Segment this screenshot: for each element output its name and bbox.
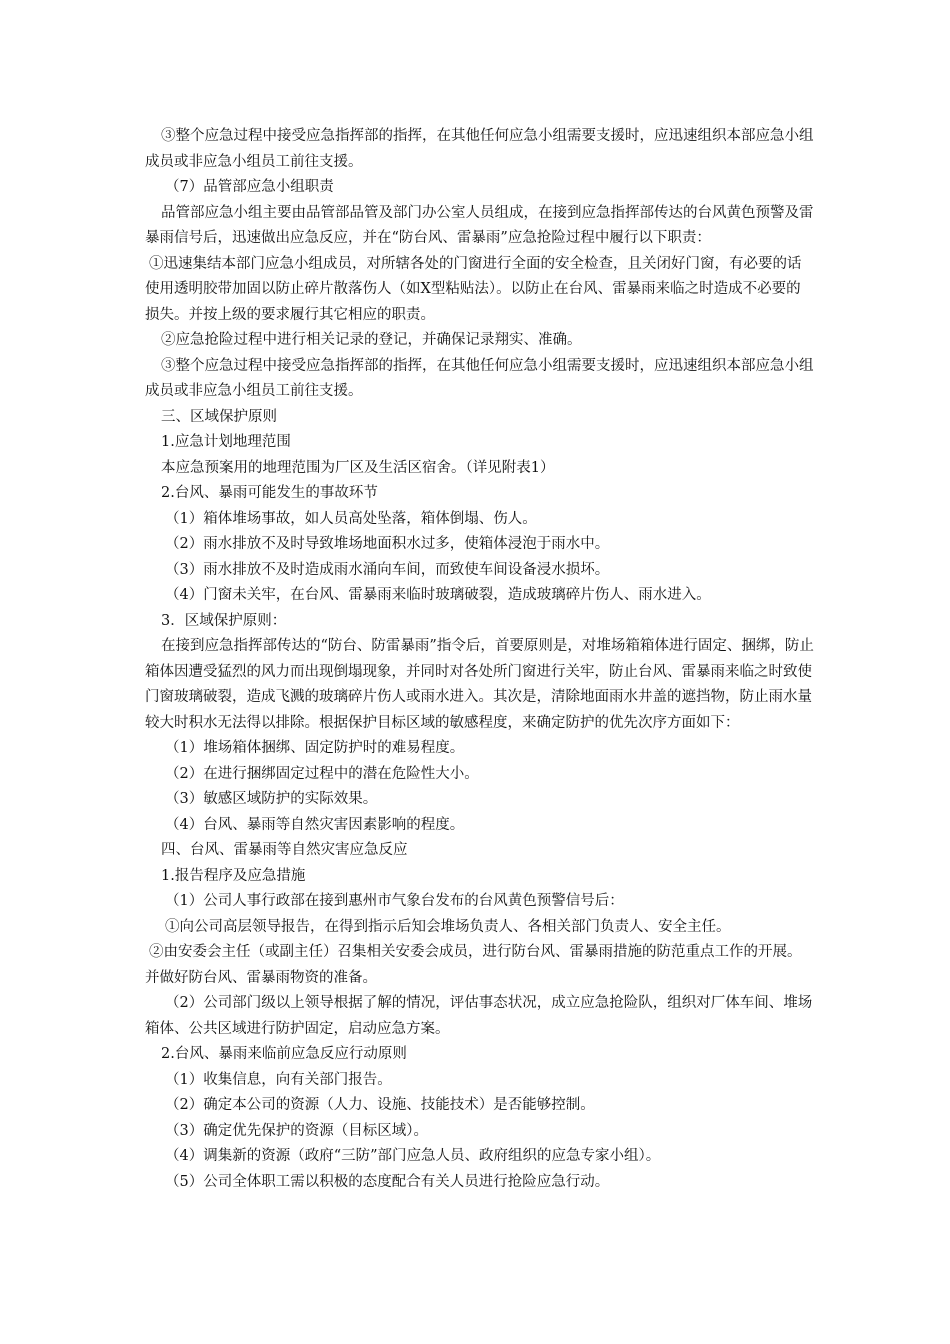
- subsection-heading: 2.台风、暴雨可能发生的事故环节: [161, 485, 378, 501]
- subsection-heading: 1.报告程序及应急措施: [161, 867, 306, 884]
- list-item: （4）门窗未关牢，在台风、雷暴雨来临时玻璃破裂，造成玻璃碎片伤人、雨水进入。: [165, 587, 711, 603]
- subsection-heading: 1.应急计划地理范围: [161, 434, 291, 450]
- paragraph: ③整个应急过程中接受应急指挥部的指挥，在其他任何应急小组需要支援时，应迅速组织本部应急小组成员或非应急小组员工前往支援。: [145, 357, 814, 399]
- list-item: （3）敏感区域防护的实际效果。: [165, 791, 378, 807]
- paragraph: 在接到应急指挥部传达的“防台、防雷暴雨”指令后，首要原则是，对堆场箱箱体进行固定、捆绑，防止箱体因遭受猛烈的风力而出现倒塌现象，并同时对各处所门窗进行关牢，防止台风、雷暴雨来临之时致使门窗玻璃破裂，造成飞溅的玻璃碎片伤人或雨水进入。其次是，清除地面雨水井盖的遮挡物，防止雨水量较大时积水无法得以排除。根据保护目标区域的敏感程度，来确定防护的优先次序方面如下：: [145, 638, 814, 731]
- document-body: [145, 124, 815, 1195]
- list-item: ①向公司高层领导报告，在得到指示后知会堆场负责人、各相关部门负责人、安全主任。: [165, 918, 731, 935]
- list-item: （3）确定优先保护的资源（目标区域）。: [165, 1122, 428, 1139]
- list-item: （2）公司部门级以上领导根据了解的情况，评估事态状况，成立应急抢险队，组织对厂体车间、堆场箱体、公共区域进行防护固定，启动应急方案。: [145, 995, 813, 1037]
- section-heading: 三、区域保护原则: [161, 408, 277, 425]
- paragraph: 品管部应急小组主要由品管部品管及部门办公室人员组成，在接到应急指挥部传达的台风黄色预警及雷暴雨信号后，迅速做出应急反应，并在“防台风、雷暴雨”应急抢险过程中履行以下职责：: [145, 204, 814, 246]
- paragraph: ①迅速集结本部门应急小组成员，对所辖各处的门窗进行全面的安全检查，且关闭好门窗，有必要的话使用透明胶带加固以防止碎片散落伤人（如X型粘贴法）。以防止在台风、雷暴雨来临之时造成不必要的损失。并按上级的要求履行其它相应的职责。: [145, 255, 802, 323]
- list-item: （3）雨水排放不及时造成雨水涌向车间，而致使车间设备浸水损坏。: [165, 561, 610, 578]
- list-item: （1）收集信息，向有关部门报告。: [165, 1071, 392, 1088]
- list-item: （2）雨水排放不及时导致堆场地面积水过多，使箱体浸泡于雨水中。: [165, 536, 610, 552]
- list-item: （2）在进行捆绑固定过程中的潜在危险性大小。: [165, 765, 479, 782]
- subsection-heading: 3．区域保护原则：: [161, 612, 287, 629]
- list-item: （4）调集新的资源（政府“三防”部门应急人员、政府组织的应急专家小组）。: [165, 1148, 661, 1164]
- paragraph: ②应急抢险过程中进行相关记录的登记，并确保记录翔实、准确。: [161, 332, 582, 348]
- list-item: （2）确定本公司的资源（人力、设施、技能技术）是否能够控制。: [165, 1097, 595, 1113]
- list-item: （1）堆场箱体捆绑、固定防护时的难易程度。: [165, 740, 465, 756]
- section-heading: 四、台风、雷暴雨等自然灾害应急反应: [161, 842, 408, 858]
- list-item: （5）公司全体职工需以积极的态度配合有关人员进行抢险应急行动。: [165, 1173, 610, 1190]
- paragraph: 本应急预案用的地理范围为厂区及生活区宿舍。（详见附表1）: [161, 459, 555, 476]
- paragraph: ③整个应急过程中接受应急指挥部的指挥，在其他任何应急小组需要支援时，应迅速组织本部应急小组成员或非应急小组员工前往支援。: [145, 128, 814, 170]
- list-item: （1）公司人事行政部在接到惠州市气象台发布的台风黄色预警信号后：: [165, 893, 624, 909]
- list-item: （4）台风、暴雨等自然灾害因素影响的程度。: [165, 816, 465, 833]
- list-item: （1）箱体堆场事故，如人员高处坠落，箱体倒塌、伤人。: [165, 510, 537, 527]
- subsection-heading: 2.台风、暴雨来临前应急反应行动原则: [161, 1046, 407, 1062]
- list-item: ②由安委会主任（或副主任）召集相关安委会成员，进行防台风、雷暴雨措施的防范重点工作的开展。并做好防台风、雷暴雨物资的准备。: [145, 944, 802, 986]
- paragraph: （7）品管部应急小组职责: [165, 179, 334, 195]
